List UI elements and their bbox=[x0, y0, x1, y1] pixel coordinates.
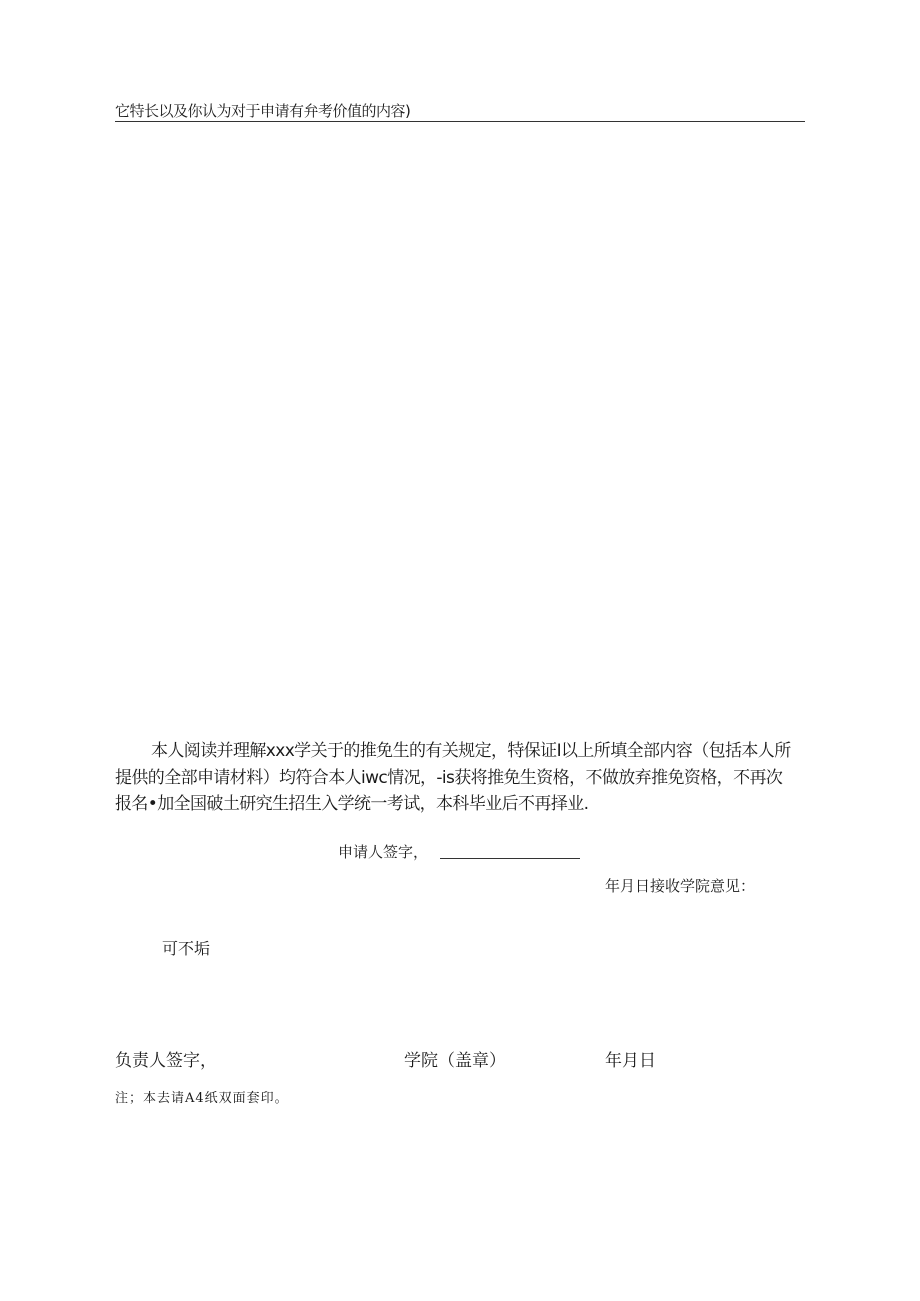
applicant-signature-field[interactable] bbox=[440, 858, 580, 859]
pledge-paragraph bbox=[115, 738, 810, 818]
heading-divider bbox=[115, 121, 805, 122]
college-seal-label: 学院（盖章） bbox=[404, 1051, 506, 1071]
pledge-line-3: 报名•加全国破土研究生招生入学统一考试，本科毕业后不再择业. bbox=[115, 794, 589, 814]
responsible-person-signature-label: 负责人签字， bbox=[115, 1051, 217, 1071]
pledge-line-1: 本人阅读并理解xxx学关于的推免生的有关规定，特保证I以上所填全部内容（包括本人所 bbox=[151, 741, 791, 761]
supplementary-info-heading: 它特长以及你认为对于申请有弁考价值的内容) bbox=[115, 102, 411, 120]
pledge-line-2: 提供的全部申请材料）均符合本人iwc情况，-is获将推免生资格，不做放弃推免资格，不再次 bbox=[115, 767, 783, 788]
date-and-college-opinion-label: 年月日接收学院意见： bbox=[605, 877, 756, 895]
print-note: 注；本去请A4纸双面套印。 bbox=[115, 1091, 289, 1106]
footer-date-label: 年月日 bbox=[605, 1051, 656, 1071]
college-opinion-value: 可不垢 bbox=[162, 939, 211, 958]
applicant-signature-label: 申请人签字， bbox=[338, 843, 429, 861]
